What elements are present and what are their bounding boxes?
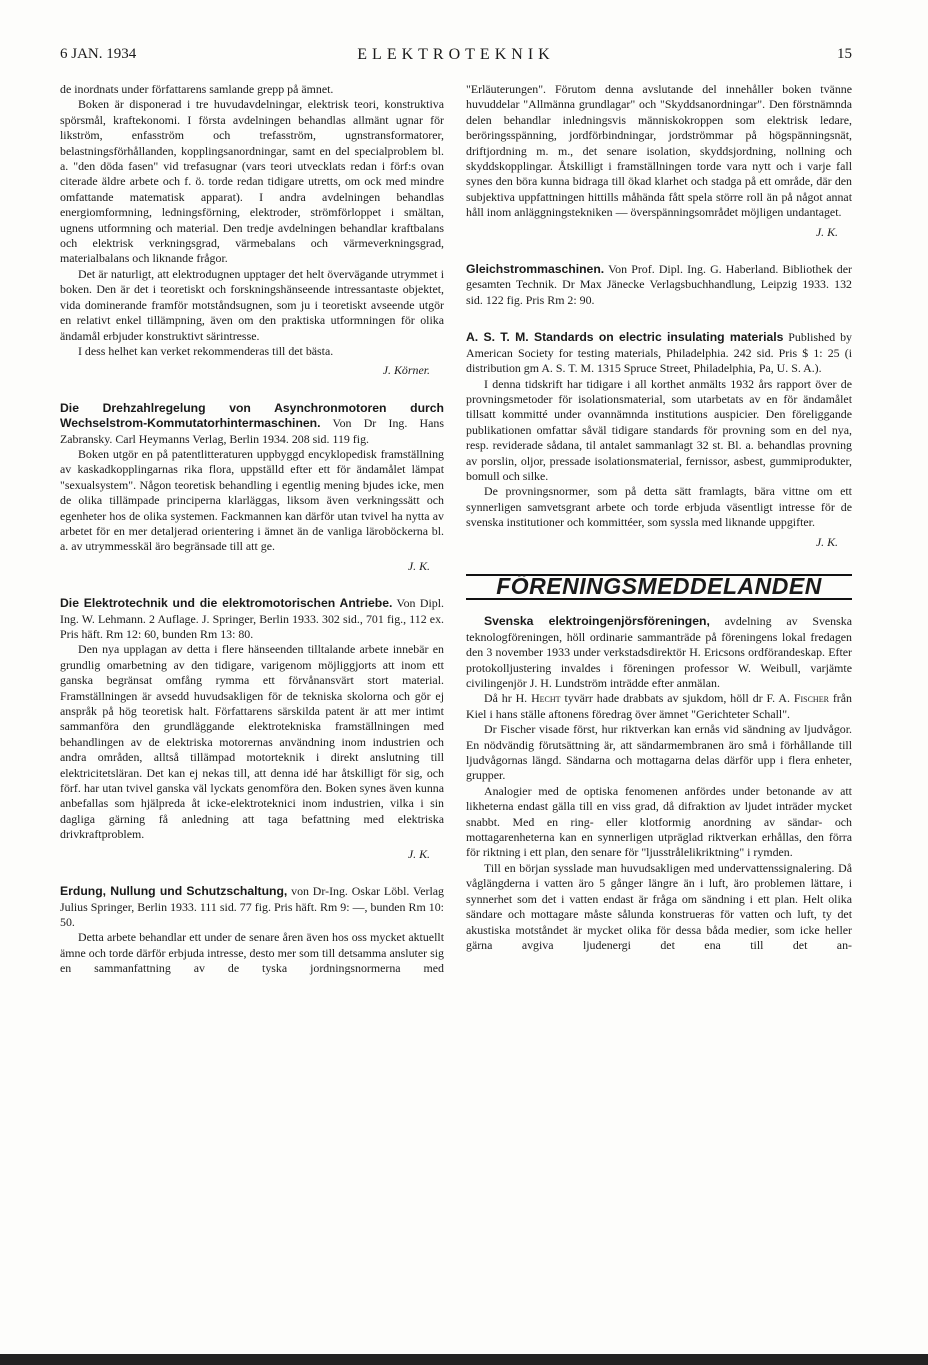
review-heading [466,330,852,376]
page-header [60,46,852,70]
review-gleichstrommaschinen [466,262,852,308]
society-report [466,614,852,953]
text-run: Då hr H. [484,691,532,706]
book-details: Von Dipl. Ing. W. Lehmann. 2 Auflage. J. Springer, Berlin 1933. 302 sid., 701 fig., 112 ex. Pris häft. Rm 12: 60, bunden Rm 13: 80. [60,596,444,641]
paragraph: Analogier med de optiska fenomenen anfördes under betonande av att likheterna endast gälla till en viss grad, då difraktion av ljudet inträder mycket snabbt. Med en ring- eller klotformig anordning av sändar- och mottagarenheterna kan en synnerligen utpräglad riktverkan erhållas, den förra för riktning i ett plan, den senare för "ljusstrålelikriktning" i rymden. [466,783,852,860]
paragraph: Det är naturligt, att elektrodugnen upptager det helt övervägande utrymmet i boken. Den är det i teoretiskt och forskningshänseende intressantaste objektet, vida dominerande framför motståndsugnen, som ju i teoretiskt avseende utgör en relativt enkel tillämpning, även om den praktiska utformningen för olika ändamål erbjuder konstruktivt särintresse. [60,266,444,343]
paragraph [466,614,852,691]
paragraph: "Erläuterungen". Förutom denna avslutande del innehåller boken tvänne huvuddelar "Allmänna grundlagar" och "Skyddsanordningar". Den förstnämnda delen behandlar inledningsvis människokroppen som elektrisk ledare, beröringsspänning, jordförbindningar, jordströmmar på högspänningsnät, driftjordning m. m., det senare isolation, skyddsjordning, nollning och skyddskopplingar. Åtskilligt i framställningen torde vara nytt och i varje fall synes den böra kunna bidraga till ökad klarhet och stadga på ett område, där den subjektiva uppfattningen hittills måhända fått spela större roll än på något annat håll inom anläggningstekniken — överspänningsområdet möjligen undantaget. [466,82,852,220]
book-title: A. S. T. M. Standards on electric insulating materials [466,330,784,345]
paragraph: I denna tidskrift har tidigare i all korthet anmälts 1932 års rapport över de provningsmetoder för isolationsmaterial, som utarbetats av en för ändamålet tillsatt kommitté under ovannämnda institutions auspicier. Den föreliggande publikationen omfattar såväl tidigare standards för provning som en del nya, resp. reviderade sådana, til antalet sammanlagt 32 st. Bl. a. behandlas provning av porslin, oljor, pressade isolationsmaterial, fernissor, asbest, gummiprodukter, bomull och silke. [466,376,852,483]
person-name: Hecht [531,691,561,706]
person-name: Fischer [793,691,829,706]
paragraph: Detta arbete behandlar ett under de senare åren även hos oss mycket aktuellt ämne och torde därför erbjuda intresse, desto mer som till detsamma ansluter sig en sammanfattning av de tyska jordningsnormerna med [60,930,444,976]
review-heading [60,401,444,447]
book-details: von Dr-Ing. Oskar Löbl. Verlag Julius Springer, Berlin 1933. 111 sid. 77 fig. Pris häft. Rm 9: —, bunden Rm 10: 50. [60,884,445,929]
book-title: Die Drehzahlregelung von Asynchronmotoren durch Wechselstrom-Kommutatorhintermaschinen. [60,400,444,431]
book-title: Erdung, Nullung und Schutzschaltung, [60,884,288,899]
paragraph: Boken är disponerad i tre huvudavdelningar, elektrisk teori, konstruktiva spörsmål, kraftekonomi. I första avdelningen behandlas allmänt ugnar för likström, enfasström och trefasström, ugnstransformatorer, belastningsförhållanden, kopplingsanordningar, samt en del specialproblem bl. a. "den döda fasen" vid trefasugnar (vars teori utvecklats redan i förf:s ovan citerade äldre arbete och f. ö. torde redan tidigare utretts, om ock med mindre omfattande matematisk apparat). I andra avdelningen behandlas energiomformning, ledningsförning, elektroder, strömförloppet i smältan, ugnens utformning och material. Den tredje avdelningen behandlar kraftbalans och elektrisk verkningsgrad, värmebalans och värmeverkningsgrad, materialbalans och liknande frågor. [60,97,444,266]
left-column [60,82,444,977]
section-heading: FÖRENINGSMEDDELANDEN [496,572,822,599]
book-details: Von Dr Ing. Hans Zabransky. Carl Heymanns Verlag, Berlin 1934. 208 sid. 119 fig. [60,416,444,446]
journal-title: ELEKTROTEKNIK [357,46,555,63]
review-erdung [60,884,444,976]
scan-edge [0,1354,928,1365]
signature: J. K. [815,534,838,549]
page-number: 15 [837,46,852,62]
text-run: avdelning av Svenska teknologföreningen, höll ordinarie sammanträde på föreningens lokal fredagen den 3 november 1933 under verkstadsdirektör H. Ericsons ordförandeskap. Efter protokolljustering invaldes i föreningen professor W. Weibull, varjämte civilingenjör J. H. Lundström inträdde efter anmälan. [466,614,852,690]
society-name: Svenska elektroingenjörsföreningen, [484,614,710,629]
section-heading-box [466,574,852,600]
review-astm-standards [466,330,852,550]
review-drehzahlregelung [60,401,444,574]
text-run: från Kiel i hans ställe aftonens föredrag över ämnet "Gerichteter Schall". [466,691,852,721]
review-elektrotechnik [60,596,444,862]
book-details: Published by American Society for testing materials, Philadelphia. 242 sid. Pris $ 1: 25 (i distribution gm A. S. T. M. 1315 Spruce Street, Philadelphia, Pa, U. S. A.). [466,330,852,376]
review-heading [60,596,444,642]
review-heading [60,884,444,930]
issue-date: 6 JAN. 1934 [60,46,137,62]
book-details: Von Prof. Dipl. Ing. G. Haberland. Bibliothek der gesamten Technik. Dr Max Jänecke Verlagsbuchhandlung, Leipzig 1933. 132 sid. 122 fig. Pris Rm 2: 90. [466,262,852,307]
book-title: Die Elektrotechnik und die elektromotorischen Antriebe. [60,596,393,611]
paragraph: Till en början sysslade man huvudsakligen med undervattenssignalering. Då våglängderna i vatten äro 5 gånger längre än i luft, äro problemen lättare, i synnerhet som det i vatten endast är fråga om sändning i ett plan. Helt olika sändare och mottagare måste sålunda konstrueras för vatten och luft, ty det akustiska motståndet är mycket olika för dessa båda medier, som icke heller gärna avgiva ljudenergi det ena till det an- [466,860,852,952]
signature: J. K. [407,558,430,573]
paragraph: I dess helhet kan verket rekommenderas till det bästa. [78,343,334,358]
signature: J. K. [815,224,838,239]
paragraph: Den nya upplagan av detta i flere hänseenden tilltalande arbete innebär en grundlig omarbetning av den tidigare, varigenom möjliggjorts att inom ett ganska begränsat omfång rymma ett förvånansvärt stort material. Framställningen är avsedd huvudsakligen för de tekniska skolorna och gör ej anspråk på hög teoretisk halt. Författarens särskilda patent är att mer intimt sammanföra den grundläggande elektrotekniska framställningen med behandlingen av de elektriska motorernas användning inom industrien och andra områden, alltså tillämpad motorteknik i direkt anslutning till elektricitetsläran. Det kan ej nekas till, att denna idé har åtskilligt för sig, och förf. har utan tvivel ganska väl lyckats genomföra den. Boken synes även kunna anbefallas som hjälpreda åt icke-elektroteknici inom industrien, vilka i sin dagliga gärning få anledning att taga befattning med elektriska drivkraftproblem. [60,642,444,842]
signature: J. K. [407,846,430,861]
book-title: Gleichstrommaschinen. [466,262,605,277]
text-run: tyvärr hade drabbats av sjukdom, höll dr F. A. [560,691,794,706]
paragraph: Dr Fischer visade först, hur riktverkan kan ernås vid sändning av ljudvågor. En nödvändig förutsättning är, att sändarmembranen äro små i förhållande till ljudvågornas längd. Sändarna och mottagarna delas därför upp i flera enheter, grupper. [466,722,852,783]
right-column [466,82,852,953]
paragraph [466,691,852,722]
review-heading [466,262,852,308]
paragraph: De provningsnormer, som på detta sätt framlagts, bära vittne om ett synnerligen samvetsgrant arbete och torde erbjuda väsentligt intresse för de svenska institutioner och kommittéer, som syssla med liknande uppgifter. [466,484,852,530]
paragraph: de inordnats under författarens samlande grepp på ämnet. [60,82,334,96]
paragraph: Boken utgör en på patentlitteraturen uppbyggd encyklopedisk framställning av kaskadkopplingarnas rika flora, uppställd efter ett för ändamålet lämpat "sexualsystem". Någon teoretisk behandling i egentlig mening bjudes icke, men de olika tillämpade principerna klarläggas, liksom även verkningssätt och egenheter hos de olika systemen. Fackmannen kan därför utan tvivel ha nytta av arbetet för en mer detaljerad orientering i ämnet än de vanliga läroböckerna bl. a. av utrymmesskäl äro begränsade till att ge. [60,446,444,554]
signature: J. Körner. [382,363,430,378]
